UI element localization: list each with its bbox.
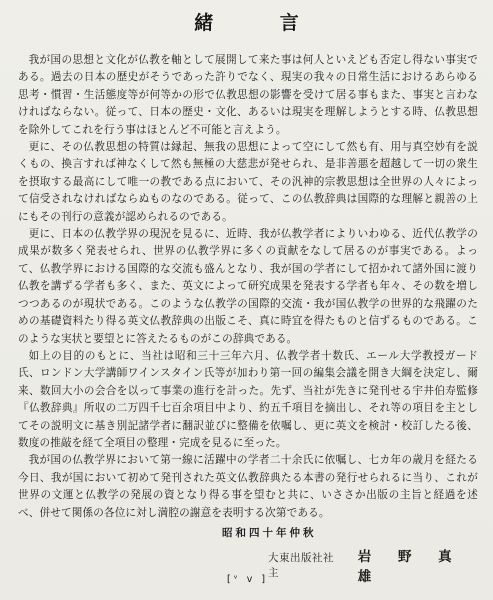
paragraph: 更に、日本の仏教学界の現況を見るに、近時、我が仏教学者によりいわゆる、近代仏教学の成果が数多く発表せられ、世界の仏教学界に多くの貢献をなして居るのが事実である。よって、仏教学界における国際的な交流も盛んとなり、我が国の学者にして招かれて諸外国に渡り仏教を講ずる学者も多く、また、英文によって研究成果を発表する学者も年々、その数を増しつつあるのが現状である。このような仏教学の国際的交流・我が国仏教学の世界的な飛躍のための基礎資料たり得る英文仏教辞典の出版こそ、真に時宜を得たものと信ずるものである。このような実状と要望とに答えたるものがこの辞典である。 [18, 228, 478, 345]
page-title: 緒 言 [194, 12, 329, 34]
signature-date: 昭和四十年仲秋 [222, 527, 317, 539]
signature-author: 岩 野 真 雄 [357, 549, 463, 585]
preface-body [18, 52, 478, 522]
paragraph: 如上の目的のもとに、当社は昭和三十三年六月、仏教学者十数氏、エール大学教授ガード氏、ロンドン大学講師ワインスタイン氏等が加わり第一回の編集会議を開き大綱を決定し、爾来、数回大小の会合を以って事業の進行を計った。先ず、当社が先きに発刊せる宇井伯寿監修『仏教辞典』所収の二万四千七百余項目中より、約五千項目を摘出し、それ等の項目を主としてその説明文に基き別記諸学者に翻訳並びに整備を依嘱し、更に英文を検討・校訂したる後、数度の推敲を経て全項目の整理・完成を見るに至った。 [18, 349, 478, 449]
page-number: [ᵛ v ] [225, 574, 268, 585]
signature-publisher: 大東出版社社主 [268, 552, 334, 579]
paragraph: 我が国の仏教学界において第一線に活躍中の学者二十余氏に依嘱し、七カ年の歳月を経たる今日、我が国において初めて発刊された英文仏教辞典たる本書の発行せられるに当り、これが世界の文運と仏教学の発展の資となり得る事を望むと共に、いささか出版の主旨と経過を述べ、併せて関係の各位に対し満腔の謝意を表明する次第である。 [18, 454, 478, 519]
paragraph: 我が国の思想と文化が仏教を軸として展開して来た事は何人といえども否定し得ない事実である。過去の日本の歴史がそうであった許りでなく、現実の我々の日常生活におけるあらゆる思考・慣習・生活態度等が何等かの形で仏教思想の影響を受けて居る事もまた、事実と言わなければならない。従って、日本の歴史・文化、あるいは現実を理解しようとする時、仏教思想を除外してこれを行う事はほとんど不可能と言えよう。 [18, 54, 478, 136]
paragraph: 更に、その仏教思想の特質は縁起、無我の思想によって空にして然も有、用与真空妙有を説くもの、換言すれば神なくして然も無極の大慈悲が発せられ、是非善悪を超越して一切の衆生を摂取する最高にして唯一の教である点において、その汎神的宗教思想は全世界の人々によって信受されなければならぬものなのである。従って、この仏教辞典は国際的な理解と親善の上にもその刊行の意義が認められるのである。 [18, 141, 478, 223]
